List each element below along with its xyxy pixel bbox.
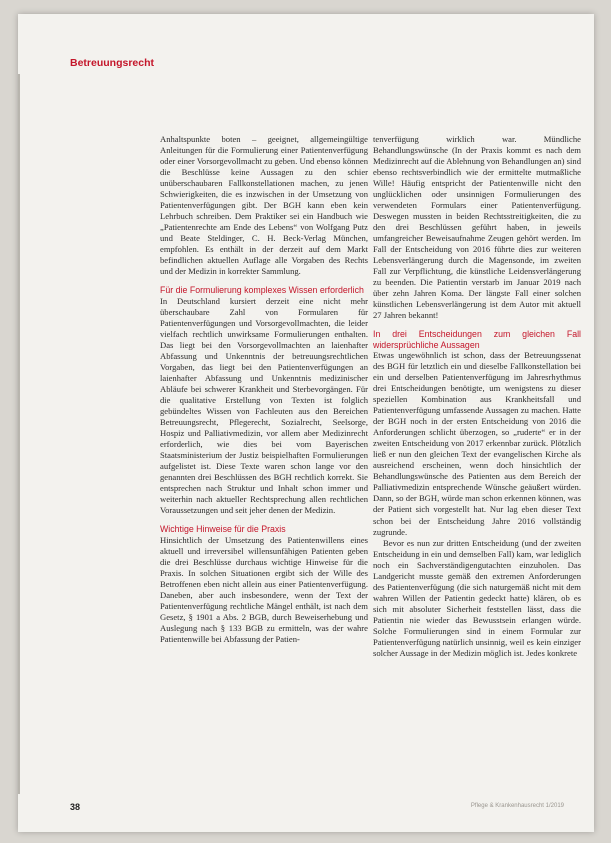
subheading: Für die Formulierung komplexes Wissen erforderlich — [160, 285, 364, 296]
paragraph: Hinsichtlich der Umsetzung des Patientenwillens eines aktuell und irreversibel willensunfähigen Patienten geben die drei Beschlüsse durchaus wichtige Hinweise für die Praxis. In solchen Situationen ergibt sich der Wille des Betroffenen eben nicht allein aus einer Patientenverfügung. Daneben, aber auch insbesondere, wenn der Text der Patientenverfügung rechtliche Mängel enthält, ist nach dem Gesetz, § 1901 a Abs. 2 BGB, durch Beweiserhebung und Auslegung nach § 133 BGB zu ermitteln, was der wahre Patientenwille bei Abfassung der Patien- — [160, 534, 368, 644]
paragraph: Anhaltspunkte boten – geeignet, allgemeingültige Anleitungen für die Formulierung einer Patientenverfügung oder einer Vorsorgevollmacht zu geben. Und ebenso können die Beschlüsse keine Aussagen zu den schier unüberschaubaren Fallkonstellationen machen, zu jenen Schwierigkeiten, die es inzwischen in der Umsetzung von Patientenverfügungen gibt. Der BGH kann eben kein Lehrbuch schreiben. Dem Praktiker sei ein Handbuch wie „Patientenrechte am Ende des Lebens“ von Wolfgang Putz und Beate Steldinger, C. H. Beck-Verlag München, empfohlen. Es enthält in der derzeit auf dem Markt befindlichen aktuellen Auflage alle Vorgaben des Rechts und der Medizin in korrekter Sammlung. — [160, 134, 368, 277]
magazine-page — [18, 14, 594, 832]
section-header: Betreuungsrecht — [70, 57, 155, 69]
text-column-right — [373, 134, 581, 659]
text-column-left — [160, 134, 368, 645]
subheading: Wichtige Hinweise für die Praxis — [160, 524, 286, 535]
paragraph: In Deutschland kursiert derzeit eine nicht mehr überschaubare Zahl von Formularen für Patientenverfügungen und Vorsorgevollmachten, die leider vielfach rechtlich unwirksame Formulierungen enthalten. Das liegt bei den Vorsorgevollmachten an laienhafter Abfassung und Unkenntnis der betreuungsrechtlichen Vorgaben, das liegt bei den Patientenverfügungen an laienhafter Abfassung und Unkenntnis medizinischer Abläufe bei schwerer Krankheit und Sterbevorgängen. Für die qualitative Erstellung von Texten ist folglich gebündeltes Wissen von Fachleuten aus den Bereichen Betreuungsrecht, Pflegerecht, Sozialrecht, Seelsorge, Hospiz und Palliativmedizin, vor allem aber Medizinrecht erforderlich, wie dies bei vom Bayerischen Staatsministerium der Justiz beispielhaften Formulierungen aufgelistet ist. Diese Texte waren schon lange vor den genannten drei Beschlüssen des BGH rechtlich korrekt. Sie entsprechen nach Struktur und Inhalt schon immer und weiterhin nach aktueller Rechtsprechung allen rechtlichen Voraussetzungen und seit jeher denen der Medizin. — [160, 295, 368, 515]
page-number: 38 — [70, 802, 81, 812]
paragraph: tenverfügung wirklich war. Mündliche Behandlungswünsche (In der Praxis kommt es nach dem Medizinrecht auf die Ablehnung von Behandlungen an) sind ebenso rechtsverbindlich wie der ermittelte mutmaßliche Wille! Häufig entspricht der Patientenwille nicht den unglücklichen oder unsinnigen Formulierungen des verwendeten Formulars einer Patientenverfügung. Deswegen mussten in beiden Rechtsstreitigkeiten, die zu den drei Beschlüssen geführt haben, in jeweils umfangreicher Beweisaufnahme Zeugen gehört werden. Im Fall der Entscheidung von 2016 führte dies zur weiteren Lebensverlängerung durch die Magensonde, im zweiten Fall zur Verpflichtung, die künstliche Leidensverlängerung zu beenden. Die Patientin verstarb im Januar 2019 nach über zehn Jahren Koma. Der längste Fall einer solchen künstlichen Lebensverlängerung ist dem Autor mit aktuell 27 Jahren bekannt! — [373, 134, 581, 321]
paragraph: Etwas ungewöhnlich ist schon, dass der Betreuungssenat des BGH für letztlich ein und dieselbe Fallkonstellation bei ein und derselben Patientenverfügung im Jahresrhythmus drei Entscheidungen benötigte, um wenigstens zu dieser speziellen Kombination aus Krankheitsfall und Patientenverfügung umfassende Aussagen zu machen. Hatte der BGH noch in der ersten Entscheidung von 2016 die Anforderungen schlicht überzogen, so „ruderte“ er in der zweiten Entscheidung von 2017 erkennbar zurück. Plötzlich ließ er nun den gleichen Text der evangelischen Kirche als ausreichend erscheinen, wenn doch hinsichtlich der Behandlungswünsche des Patienten aus dem Bereich der Palliativmedizin entsprechende Wünsche geäußert würden. Dann, so der BGH, würde man schon erkennen können, was der Patient sich vorgestellt hat. Nur lag eben dieser Text schon bei der Entscheidung Jahre 2016 vollständig zugrunde. — [373, 350, 581, 537]
margin-rule — [18, 74, 20, 794]
subheading: In drei Entscheidungen zum gleichen Fall widersprüchliche Aussagen — [373, 329, 581, 350]
publication-line: Pflege & Krankenhausrecht 1/2019 — [470, 803, 564, 809]
paragraph: Bevor es nun zur dritten Entscheidung (und der zweiten Entscheidung in ein und demselben Fall) kam, war lediglich noch ein Sachverständigengutachten einzuholen. Das Landgericht musste gemäß den extremen Anforderungen des Patientenverfügung (die sich naturgemäß nicht mit dem wahren Willen der Patientin gedeckt hatte) klären, ob es sich mit absoluter Sicherheit feststellen lässt, dass die Patientin nie wieder das Bewusstsein erlangen würde. Solche Formulierungen sind in einem Formular zur Patientenverfügung natürlich unsinnig, weil es kein einziger solcher Aussage in der Medizin möglich ist. Jedes konkrete — [373, 537, 581, 658]
